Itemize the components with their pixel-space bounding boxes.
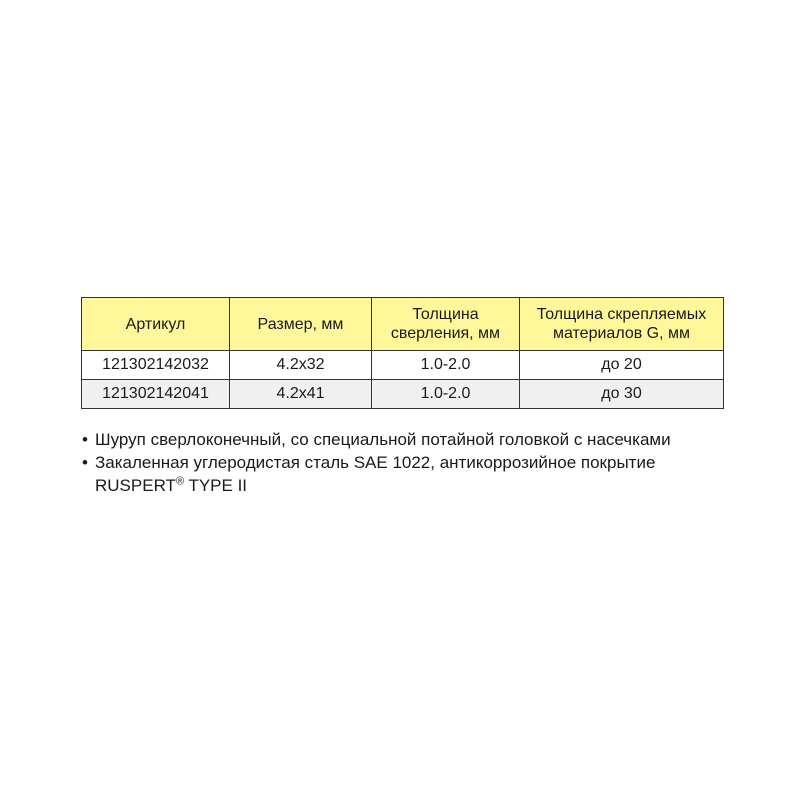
cell-size: 4.2x41 (230, 380, 372, 409)
bullet-icon: • (82, 430, 88, 449)
list-item (82, 428, 742, 451)
list-item (82, 451, 742, 497)
header-material-thickness: Толщина скрепляемых материалов G, мм (520, 298, 724, 351)
table-row (82, 380, 724, 409)
note-text: Шуруп сверлоконечный, со специальной потайной головкой с насечками (95, 430, 671, 449)
notes-list (82, 428, 742, 497)
registered-trademark: ® (175, 475, 185, 488)
header-drill-thickness: Толщина сверления, мм (372, 298, 520, 351)
note-text: Закаленная углеродистая сталь SAE 1022, антикоррозийное покрытие RUSPERT (95, 453, 656, 495)
table-row (82, 351, 724, 380)
cell-drill-thickness: 1.0-2.0 (372, 380, 520, 409)
note-suffix: TYPE II (184, 476, 248, 495)
header-article: Артикул (82, 298, 230, 351)
cell-material-thickness: до 30 (520, 380, 724, 409)
header-size: Размер, мм (230, 298, 372, 351)
table-header-row (82, 298, 724, 351)
cell-article: 121302142041 (82, 380, 230, 409)
spec-table (81, 297, 724, 409)
cell-material-thickness: до 20 (520, 351, 724, 380)
bullet-icon: • (82, 453, 88, 472)
cell-drill-thickness: 1.0-2.0 (372, 351, 520, 380)
cell-size: 4.2x32 (230, 351, 372, 380)
cell-article: 121302142032 (82, 351, 230, 380)
